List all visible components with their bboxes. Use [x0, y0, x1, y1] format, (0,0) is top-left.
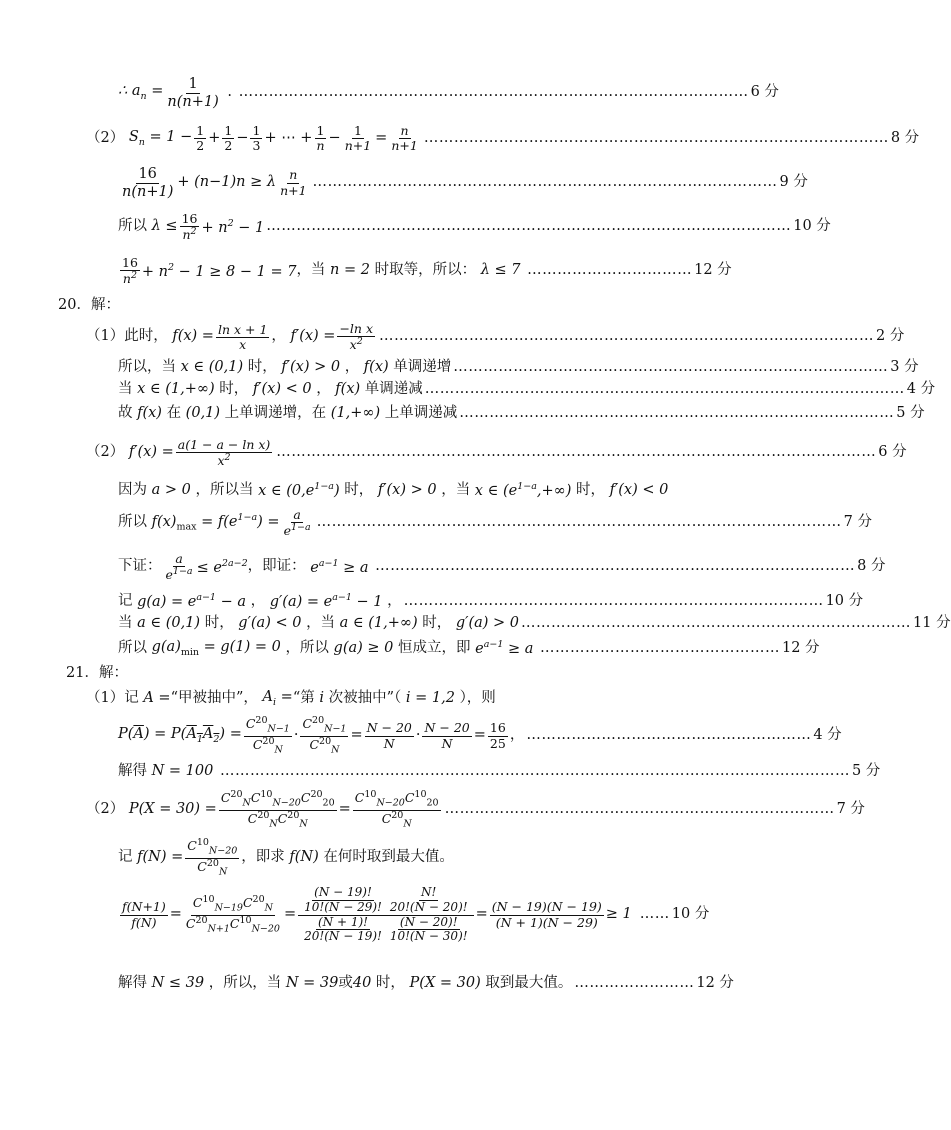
answer-line: 解得 N ≤ 39 ，所以，当 N = 39 或 40 时， P(X = 30) 取到最大值。 …………………… 12 分: [118, 975, 734, 991]
answer-line: 下证： $\frac{a}{e^{1-a}}$ ≤ $e^{2a-2}$ ，即证： $e^{a-1} \ge a$ …………………………………………………………………………………… 8 分: [118, 551, 886, 583]
answer-line: $\frac{f(N+1)}{f(N)}$ = $\frac{C^{10}_{N-19}C^{20}_N}{C^{20}_{N+1}C^{10}_{N-20}}$ = $\frac{(N - 19)!}{10!(N - 29)!}$ $\frac{N!}{20!(N - 20)!}$ $\frac{(N + 1)!}{20!(N - 19)!}$ $\frac{(N - 20)!}{10!(N - 30)!}$ = $\frac{(N - 19)(N - 19)}{(N + 1)(N - 29)}$ ≥ 1 …… 10 分: [122, 885, 710, 944]
answer-line: 当 a ∈ (0,1) 时， g′(a) < 0 ，当 a ∈ (1,+∞) 时， g′(a) > 0 …………………………………………………………………… 11 分: [118, 615, 951, 631]
answer-line: （2） $S_n = 1$ − $\frac{1}{2}$ + $\frac{1}{2}$ − $\frac{1}{3}$ + ⋯ + $\frac{1}{n}$ − $\frac{1}{n+1}$ = $\frac{n}{n+1}$ ………………………………………………………………………………… 8 分: [86, 123, 920, 154]
score-label: 10 分: [793, 218, 831, 235]
answer-line: （1）记 A = “甲被抽中”， $A_i$ = “第 i 次被抽中”（ i = 1,2 ），则: [86, 689, 496, 708]
score-label: 4 分: [813, 727, 842, 744]
score-label: 6 分: [878, 444, 907, 461]
answer-line: $P(\overline{A}) = P(A_1A_2)$ = $\frac{C^{20}_{N-1}}{C^{20}_N}$ · $\frac{C^{20}_{N-1}}{C^{20}_N}$ = $\frac{N - 20}{N}$ · $\frac{N - 20}{N}$ = $\frac{16}{25}$ ， ………………………………………………… 4 分: [118, 715, 842, 756]
score-label: 8 分: [857, 558, 886, 575]
score-label: 5 分: [851, 763, 881, 779]
answer-line: （1）此时， f(x) = $\frac{\text{ln x + 1}}{x}$ ， f′(x) = $\frac{\text{−ln x}}{x^2}$ ……………………………………………………………………………………… 2 分: [86, 321, 905, 353]
score-label: 10 分: [671, 906, 710, 923]
score-label: 11 分: [913, 615, 951, 631]
answer-line: 故 f(x) 在 (0,1) 上单调递增，在 (1,+∞) 上单调递减 …………………………………………………………………………… 5 分: [118, 405, 925, 421]
score-label: 12 分: [694, 262, 732, 279]
score-label: 8 分: [890, 129, 920, 146]
score-label: 3 分: [890, 359, 919, 375]
answer-line: 所以 λ ≤ $\frac{16}{n^2}$ + $n^2 - 1$ …………………………………………………………………………………………… 10 分: [118, 211, 831, 243]
score-label: 9 分: [779, 174, 808, 191]
answer-line: 因为 a > 0 ，所以当 x ∈ $(0,e^{1-a})$ 时， f′(x) > 0 ，当 x ∈ $(e^{1-a},+\infty)$ 时， f′(x) < 0: [118, 481, 669, 499]
answer-line: （2） f′(x) = $\frac{\text{a(1 − a − ln x)}}{x^2}$ ………………………………………………………………………………………………………… 6 分: [86, 437, 907, 469]
score-label: 12 分: [782, 640, 820, 657]
question-heading-21: 21．解：: [66, 665, 128, 681]
answer-line: $\frac{16}{n(n+1)}$ + (n−1)n ≥ λ $\frac{n}{n+1}$ ………………………………………………………………………………… 9 分: [122, 166, 808, 200]
score-label: 12 分: [696, 975, 734, 991]
answer-line: $\frac{16}{n^2}$ + $n^2 - 1 \ge 8 - 1 = 7$ ，当 n = 2 时取等，所以： λ ≤ 7 …………………………… 12 分: [122, 255, 732, 287]
answer-line: 记 f(N) = $\frac{C^{10}_{N-20}}{C^{20}_N}$ ，即求 f(N) 在何时取到最大值。: [118, 837, 454, 878]
answer-line: 所以，当 x ∈ (0,1) 时， f′(x) > 0 ， f(x) 单调递增 …………………………………………………………………………… 3 分: [118, 359, 919, 375]
answer-line: ∴ $a_n$ = $\frac{1}{n(n+1)}$ . ………………………………………………………………………………………… 6 分: [118, 76, 779, 110]
score-label: 7 分: [836, 801, 865, 818]
answer-line: 所以 $f(x)_{max} = f(e^{1-a})$ = $\frac{a}{e^{1-a}}$ …………………………………………………………………………………………… 7 分: [118, 507, 872, 539]
score-label: 7 分: [843, 514, 872, 531]
score-label: 5 分: [896, 405, 925, 421]
answer-line: 解得 N = 100 ……………………………………………………………………………………………………………… 5 分: [118, 763, 881, 779]
answer-line: 当 x ∈ (1,+∞) 时， f′(x) < 0 ， f(x) 单调递减 …………………………………………………………………………………… 4 分: [118, 381, 936, 397]
score-label: 2 分: [876, 328, 905, 345]
score-label: 6 分: [750, 84, 779, 101]
score-label: 10 分: [825, 592, 864, 609]
score-label: 4 分: [906, 381, 936, 397]
answer-line: 所以 $g(a)_{min} = g(1) = 0$ ，所以 g(a) ≥ 0 恒成立，即 $e^{a-1} \ge a$ ………………………………………… 12 分: [118, 639, 820, 658]
question-heading-20: 20．解：: [58, 297, 120, 313]
answer-line: 记 $g(a) = e^{a-1} - a$ ， $g'(a) = e^{a-1} - 1$ ， ………………………………………………………………………… 10 分: [118, 592, 864, 610]
answer-line: （2） P(X = 30) = $\frac{C^{20}_NC^{10}_{N-20}C^{20}_{20}}{C^{20}_NC^{20}_N}$ = $\frac{C^{10}_{N-20}C^{10}_{20}}{C^{20}_N}$ …………………………………………………………………… 7 分: [86, 789, 865, 830]
